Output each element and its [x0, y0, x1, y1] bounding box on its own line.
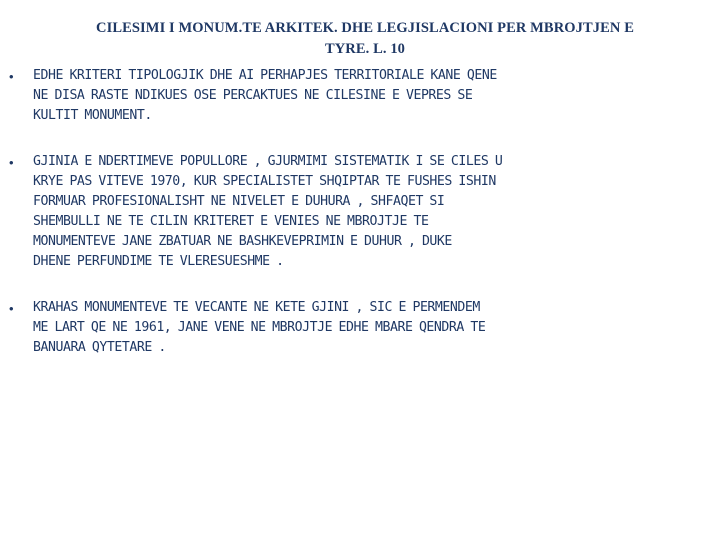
slide-title-line-2: TYRE. L. 10 [324, 41, 406, 57]
bullet-item-3 [0, 298, 720, 358]
slide-title [40, 18, 690, 60]
bullet-item-2 [0, 152, 720, 272]
bullet-icon: • [9, 155, 14, 170]
bullet-text-3: KRAHAS MONUMENTEVE TE VECANTE NE KETE GJINI , SIC E PERMENDEM ME LART QE NE 1961, JANE VENE NE MBROJTJE EDHE MBARE QENDRA TE BANUARA QYTETARE . [33, 300, 486, 355]
slide-title-line-1: CILESIMI I MONUM.TE ARKITEK. DHE LEGJISLACIONI PER MBROJTJEN E [96, 20, 634, 36]
bullet-text-2: GJINIA E NDERTIMEVE POPULLORE , GJURMIMI SISTEMATIK I SE CILES U KRYE PAS VITEVE 1970, KUR SPECIALISTET SHQIPTAR TE FUSHES ISHIN FORMUAR PROFESIONALISHT NE NIVELET E DUHURA , SHFAQET SI SHEMBULLI NE TE CILIN KRITERET E VENIES NE MBROJTJE TE MONUMENTEVE JANE ZBATUAR NE BASHKEVEPRIMIN E DUHUR , DUKE DHENE PERFUNDIME TE VLERESUESHME . [33, 154, 503, 269]
bullet-text-1: EDHE KRITERI TIPOLOGJIK DHE AI PERHAPJES TERRITORIALE KANE QENE NE DISA RASTE NDIKUES OSE PERCAKTUES NE CILESINE E VEPRES SE KULTIT MONUMENT. [33, 68, 497, 123]
bullet-icon: • [9, 301, 14, 316]
bullet-item-1 [0, 66, 720, 126]
bullet-icon: • [9, 69, 14, 84]
bullet-list [0, 66, 720, 382]
